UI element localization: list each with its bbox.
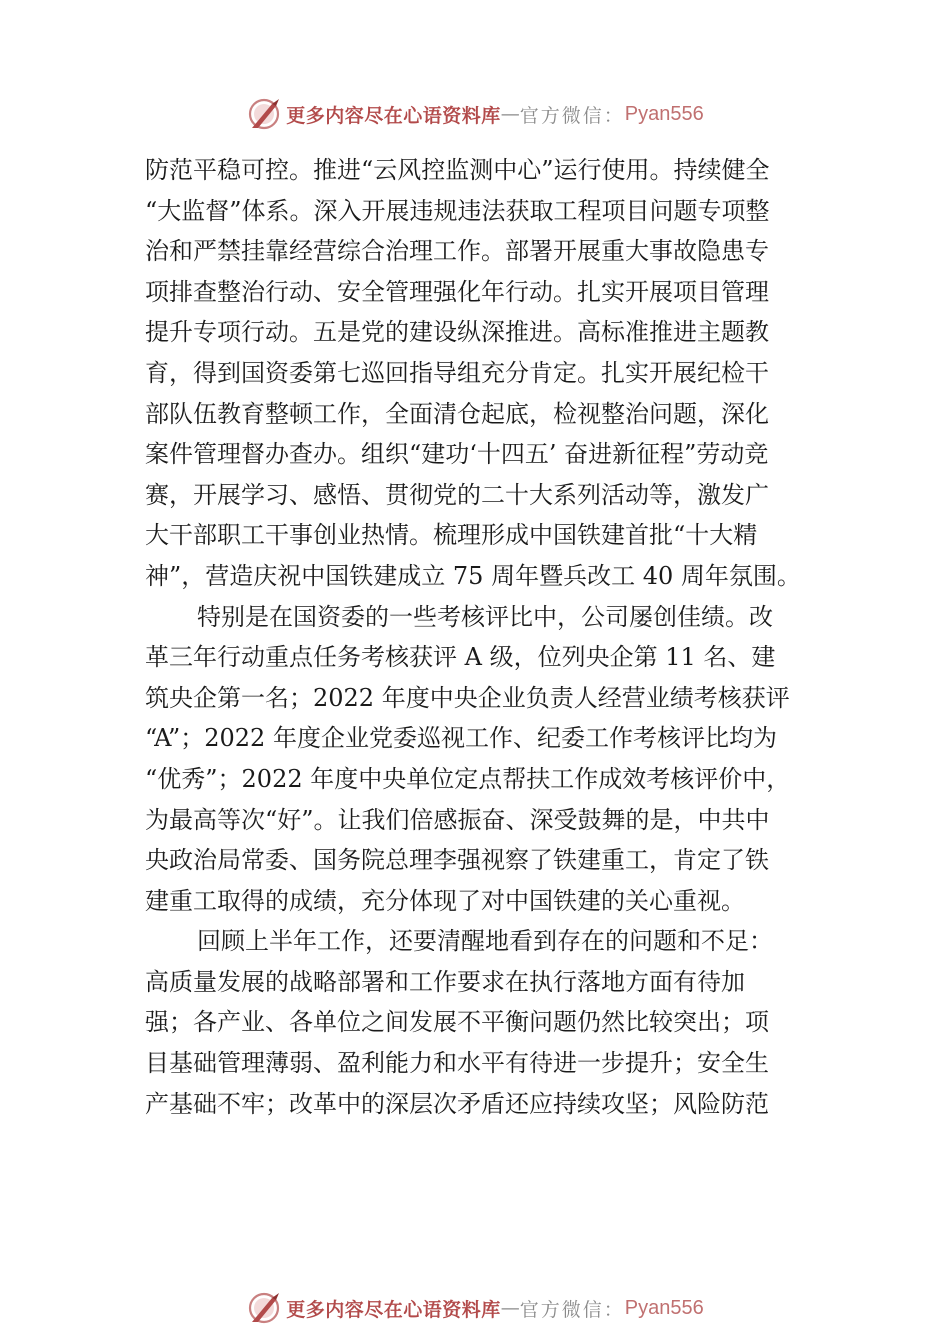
text-line: 特别是在国资委的一些考核评比中，公司屡创佳绩。改 bbox=[197, 602, 773, 631]
document-body bbox=[145, 150, 825, 1124]
text-line: 提升专项行动。五是党的建设纵深推进。高标准推进主题教 bbox=[145, 318, 769, 347]
quill-pen-seal-icon bbox=[246, 1290, 282, 1326]
text-line: 革三年行动重点任务考核获评 A 级，位列央企第 11 名、建 bbox=[145, 643, 776, 672]
text-line: 建重工取得的成绩，充分体现了对中国铁建的关心重视。 bbox=[145, 886, 745, 915]
text-line: 治和严禁挂靠经营综合治理工作。部署开展重大事故隐患专 bbox=[145, 237, 769, 266]
text-line: 赛，开展学习、感悟、贯彻党的二十大系列活动等，激发广 bbox=[145, 480, 769, 509]
watermark-wechat-id: Pyan556 bbox=[624, 102, 704, 125]
text-line: 央政治局常委、国务院总理李强视察了铁建重工，肯定了铁 bbox=[145, 846, 769, 875]
text-line: 回顾上半年工作，还要清醒地看到存在的问题和不足： bbox=[197, 927, 773, 956]
text-line: “大监督”体系。深入开展违规违法获取工程项目问题专项整 bbox=[145, 196, 770, 225]
watermark-main-text: 更多内容尽在心语资料库 bbox=[286, 104, 501, 127]
text-line: 部队伍教育整顿工作，全面清仓起底，检视整治问题，深化 bbox=[145, 399, 769, 428]
watermark-tail-text: 官方微信： bbox=[519, 104, 625, 127]
text-line: “A”；2022 年度企业党委巡视工作、纪委工作考核评比均为 bbox=[145, 724, 777, 753]
text-line: 为最高等次“好”。让我们倍感振奋、深受鼓舞的是，中共中 bbox=[145, 805, 770, 834]
watermark-tail-text: 官方微信： bbox=[519, 1298, 625, 1321]
text-line: 防范平稳可控。推进“云风控监测中心”运行使用。持续健全 bbox=[145, 156, 770, 184]
text-line: 筑央企第一名；2022 年度中央企业负责人经营业绩考核获评 bbox=[145, 683, 790, 712]
text-line: 神”，营造庆祝中国铁建成立 75 周年暨兵改工 40 周年氛围。 bbox=[145, 561, 801, 590]
text-line: 大干部职工干事创业热情。梳理形成中国铁建首批“十大精 bbox=[145, 521, 758, 550]
text-line: 高质量发展的战略部署和工作要求在执行落地方面有待加 bbox=[145, 967, 745, 996]
text-line: 项排查整治行动、安全管理强化年行动。扎实开展项目管理 bbox=[145, 277, 769, 306]
footer-watermark bbox=[0, 1288, 950, 1328]
text-line: 目基础管理薄弱、盈利能力和水平有待进一步提升；安全生 bbox=[145, 1049, 769, 1078]
quill-pen-seal-icon bbox=[246, 96, 282, 132]
watermark-separator: — bbox=[500, 103, 520, 125]
header-watermark bbox=[0, 94, 950, 134]
watermark-separator: — bbox=[500, 1297, 520, 1319]
text-line: 强；各产业、各单位之间发展不平衡问题仍然比较突出；项 bbox=[145, 1008, 769, 1037]
text-line: 案件管理督办查办。组织“建功‘十四五’ 奋进新征程”劳动竞 bbox=[145, 440, 769, 469]
text-line: 育，得到国资委第七巡回指导组充分肯定。扎实开展纪检干 bbox=[145, 358, 769, 387]
text-line: “优秀”；2022 年度中央单位定点帮扶工作成效考核评价中， bbox=[145, 764, 791, 793]
watermark-wechat-id: Pyan556 bbox=[624, 1296, 704, 1319]
text-line: 产基础不牢；改革中的深层次矛盾还应持续攻坚；风险防范 bbox=[145, 1089, 769, 1118]
watermark-main-text: 更多内容尽在心语资料库 bbox=[286, 1298, 501, 1321]
